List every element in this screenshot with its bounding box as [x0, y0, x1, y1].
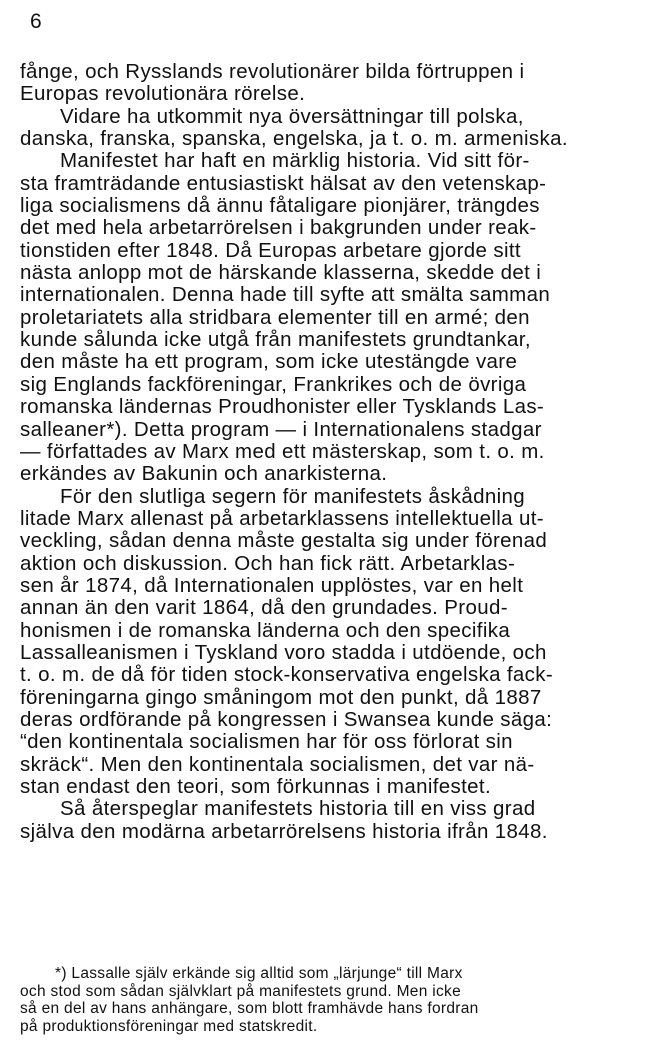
text-line: liga socialismens då ännu fåtaligare pionjärer, trängdes — [20, 194, 540, 218]
text-line: romanska ländernas Proudhonister eller Tysklands Las- — [20, 395, 545, 419]
text-line: föreningarna gingo småningom mot den punkt, då 1887 — [20, 685, 542, 709]
text-line: salleaner*). Detta program — i Internationalens stadgar — [20, 417, 542, 441]
text-line: — författades av Marx med ett mästerskap, som t. o. m. — [20, 439, 545, 463]
text-line: nästa anlopp mot de härskande klasserna, skedde det i — [20, 261, 542, 285]
body-text — [20, 61, 644, 843]
text-line: danska, franska, spanska, engelska, ja t. o. m. armeniska. — [20, 127, 568, 151]
text-line: Lassalleanismen i Tyskland voro stadda i utdöende, och — [20, 640, 547, 664]
page-number: 6 — [30, 10, 42, 33]
text-line: veckling, sådan denna måste gestalta sig under förenad — [20, 529, 548, 553]
text-line: skräck“. Men den kontinentala socialismen, det var nä- — [20, 752, 535, 776]
text-line: tionstiden efter 1848. Då Europas arbetare gjorde sitt — [20, 238, 521, 262]
text-line: internationalen. Denna hade till syfte att smälta samman — [20, 283, 551, 307]
text-line: erkändes av Bakunin och anarkisterna. — [20, 462, 388, 486]
footnote — [20, 965, 650, 1035]
text-line: t. o. m. de då för tiden stock-konservativa engelska fack- — [20, 663, 554, 687]
text-line: Så återspeglar manifestets historia till en viss grad — [60, 797, 536, 821]
text-line: själva den modärna arbetarrörelsens historia ifrån 1848. — [20, 819, 548, 843]
text-line: aktion och diskussion. Och han fick rätt. Arbetarklas- — [20, 551, 516, 575]
text-line: den måste ha ett program, som icke utestängde vare — [20, 350, 518, 374]
text-line: Manifestet har haft en märklig historia. Vid sitt för- — [60, 149, 530, 173]
text-line: fånge, och Rysslands revolutionärer bilda förtruppen i — [20, 60, 525, 83]
text-line: litade Marx allenast på arbetarklassens intellektuella ut- — [20, 506, 544, 530]
text-line: proletariatets alla stridbara elementer till en armé; den — [20, 305, 530, 329]
footnote-divider — [38, 948, 650, 949]
text-line: kunde sålunda icke utgå från manifestets grundtankar, — [20, 328, 531, 352]
text-line: deras ordförande på kongressen i Swansea kunde säga: — [20, 707, 553, 731]
footnote-line: på produktionsföreningar med statskredit. — [20, 1017, 318, 1035]
text-line: För den slutliga segern för manifestets åskådning — [60, 484, 525, 508]
text-line: sig Englands fackföreningar, Frankrikes och de övriga — [20, 372, 527, 396]
text-line: honismen i de romanska länderna och den specifika — [20, 618, 511, 642]
text-line: annan än den varit 1864, då den grundades. Proud- — [20, 596, 508, 620]
text-line: sta framträdande entusiastiskt hälsat av den vetenskap- — [20, 171, 547, 195]
text-line: det med hela arbetarrörelsen i bakgrunden under reak- — [20, 216, 537, 240]
text-line: Vidare ha utkommit nya översättningar till polska, — [60, 104, 524, 128]
footnote-line: så en del av hans anhängare, som blott framhävde hans fordran — [20, 1000, 479, 1017]
text-line: sen år 1874, då Internationalen upplöstes, var en helt — [20, 573, 524, 597]
text-line: “den kontinentala socialismen har för oss förlorat sin — [20, 730, 513, 754]
footnote-line: och stod som sådan självklart på manifestets grund. Men icke — [20, 982, 462, 1000]
text-line: stan endast den teori, som förkunnas i manifestet. — [20, 775, 492, 798]
text-line: Europas revolutionära rörelse. — [20, 82, 306, 106]
footnote-line: *) Lassalle själv erkände sig alltid som „lärjunge“ till Marx — [55, 965, 463, 982]
